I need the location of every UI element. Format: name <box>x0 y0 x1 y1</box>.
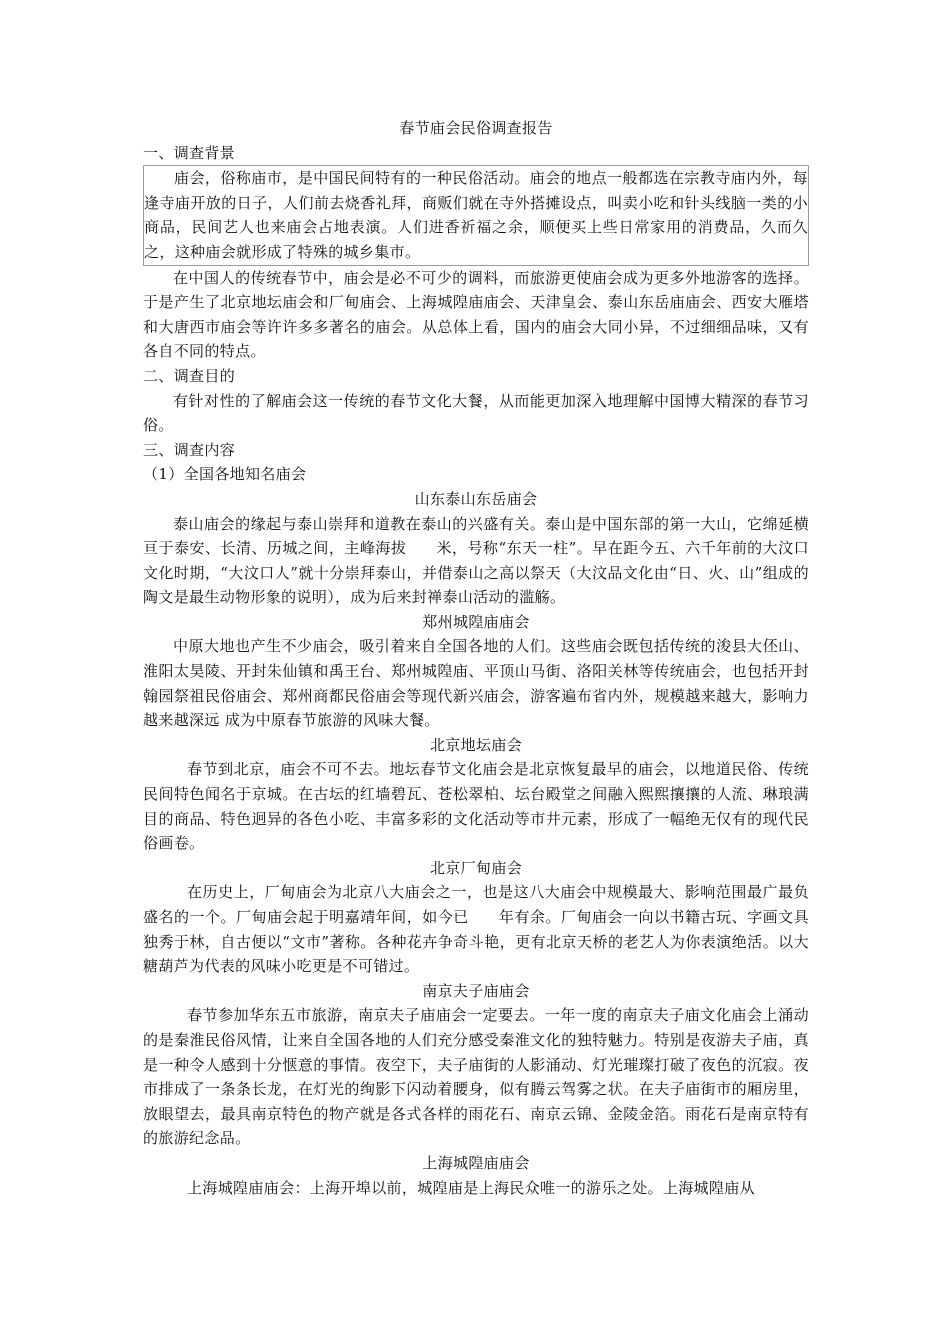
temple-fair-title-ditan: 北京地坛庙会 <box>429 735 523 754</box>
ditan-paragraph: 春节到北京，庙会不可不去。地坛春节文化庙会是北京恢复最早的庙会，以地道民俗、传统民间特色闻名于京城。在古坛的红墙碧瓦、苍松翠柏、坛台殿堂之间融入熙熙攘攘的人流、琳琅满目的商品、特色迥异的各色小吃、丰富多彩的文化活动等市井元素，形成了一幅绝无仅有的现代民俗画卷。 <box>143 760 809 853</box>
taishan-text-a: 泰山庙会的缘起与泰山崇拜和道教在泰山的兴盛有关。泰山是中国东部的第一大山，它绵延横亘于泰安、长清、历城之间，主峰海拔 <box>143 514 809 558</box>
section-heading-content: 三、调查内容 <box>143 440 236 459</box>
changdian-text-a: 在历史上，厂甸庙会为北京八大庙会之一，也是这八大庙会中规模最大、影响范围最广最负盛名的一个。厂甸庙会起于明嘉靖年间，如今已 <box>143 883 809 926</box>
changdian-text-b: 年有余。厂甸庙会一向以书籍古玩、字画文具独秀于林，自古便以“文市”著称。各种花卉争奇斗艳，更有北京天桥的老艺人为你表演绝活。以大糖葫芦为代表的风味小吃更是不可错过。 <box>143 908 809 976</box>
fuzimiao-paragraph: 春节参加华东五市旅游，南京夫子庙庙会一定要去。一年一度的南京夫子庙文化庙会上涌动的是秦淮民俗风情，让来自全国各地的人们充分感受秦淮文化的独特魅力。特别是夜游夫子庙，真是一种令人感到十分惬意的事情。夜空下，夫子庙街的人影涌动、灯光璀璨打破了夜色的沉寂。夜市排成了一条条长龙，在灯光的绚影下闪动着腰身，似有腾云驾雾之状。在夫子庙街市的厢房里，放眼望去，最具南京特色的物产就是各式各样的雨花石、南京云锦、金陵金箔。雨花石是南京特有的旅游纪念品。 <box>143 1006 809 1148</box>
purpose-paragraph: 有针对性的了解庙会这一传统的春节文化大餐，从而能更加深入地理解中国博大精深的春节习俗。 <box>143 391 809 435</box>
temple-fair-title-taishan: 山东泰山东岳庙会 <box>414 489 538 508</box>
temple-fair-title-shanghai: 上海城隍庙庙会 <box>422 1153 530 1172</box>
section-heading-background: 一、调查背景 <box>143 143 236 162</box>
temple-fair-title-fuzimiao: 南京夫子庙庙会 <box>422 981 530 1000</box>
zhengzhou-paragraph: 中原大地也产生不少庙会，吸引着来自全国各地的人们。这些庙会既包括传统的浚县大伾山、淮阳太昊陵、开封朱仙镇和禹王台、郑州城隍庙、平顶山马街、洛阳关林等传统庙会，也包括开封翰园祭祖民俗庙会、郑州商都民俗庙会等现代新兴庙会，游客遍布省内外，规模越来越大，影响力越来越深远 成为中原春节旅游的风味大餐。 <box>143 637 809 730</box>
document-title: 春节庙会民俗调查报告 <box>399 119 553 137</box>
taishan-text-b: 米，号称“东天一柱”。早在距今五、六千年前的大汶口文化时期，“大汶口人”就十分崇拜泰山，并借泰山之高以祭天（大汶品文化由“日、火、山”组成的陶文是最生动物形象的说明），成为后来封禅泰山活动的滥觞。 <box>143 539 810 607</box>
subsection-heading: （1）全国各地知名庙会 <box>143 465 307 484</box>
background-paragraph-1: 庙会，俗称庙市，是中国民间特有的一种民俗活动。庙会的地点一般都选在宗教寺庙内外，每逢寺庙开放的日子，人们前去烧香礼拜，商贩们就在寺外搭摊设点，叫卖小吃和针头线脑一类的小商品，民间艺人也来庙会占地表演。人们进香祈福之余，顺便买上些日常家用的消费品，久而久之，这种庙会就形成了特殊的城乡集市。 <box>143 165 809 265</box>
background-paragraph-2: 在中国人的传统春节中，庙会是必不可少的调料，而旅游更使庙会成为更多外地游客的选择。于是产生了北京地坛庙会和厂甸庙会、上海城隍庙庙会、天津皇会、泰山东岳庙庙会、西安大雁塔和大唐西市庙会等许许多多著名的庙会。从总体上看，国内的庙会大同小异，不过细细品味，又有各自不同的特点。 <box>143 268 809 361</box>
section-heading-purpose: 二、调查目的 <box>143 366 236 385</box>
temple-fair-title-zhengzhou: 郑州城隍庙庙会 <box>422 612 530 631</box>
temple-fair-title-changdian: 北京厂甸庙会 <box>429 858 523 877</box>
shanghai-paragraph: 上海城隍庙庙会：上海开埠以前，城隍庙是上海民众唯一的游乐之处。上海城隍庙从 <box>187 1178 755 1197</box>
changdian-paragraph <box>143 880 809 978</box>
document-body <box>143 116 809 1200</box>
taishan-paragraph <box>143 512 809 610</box>
